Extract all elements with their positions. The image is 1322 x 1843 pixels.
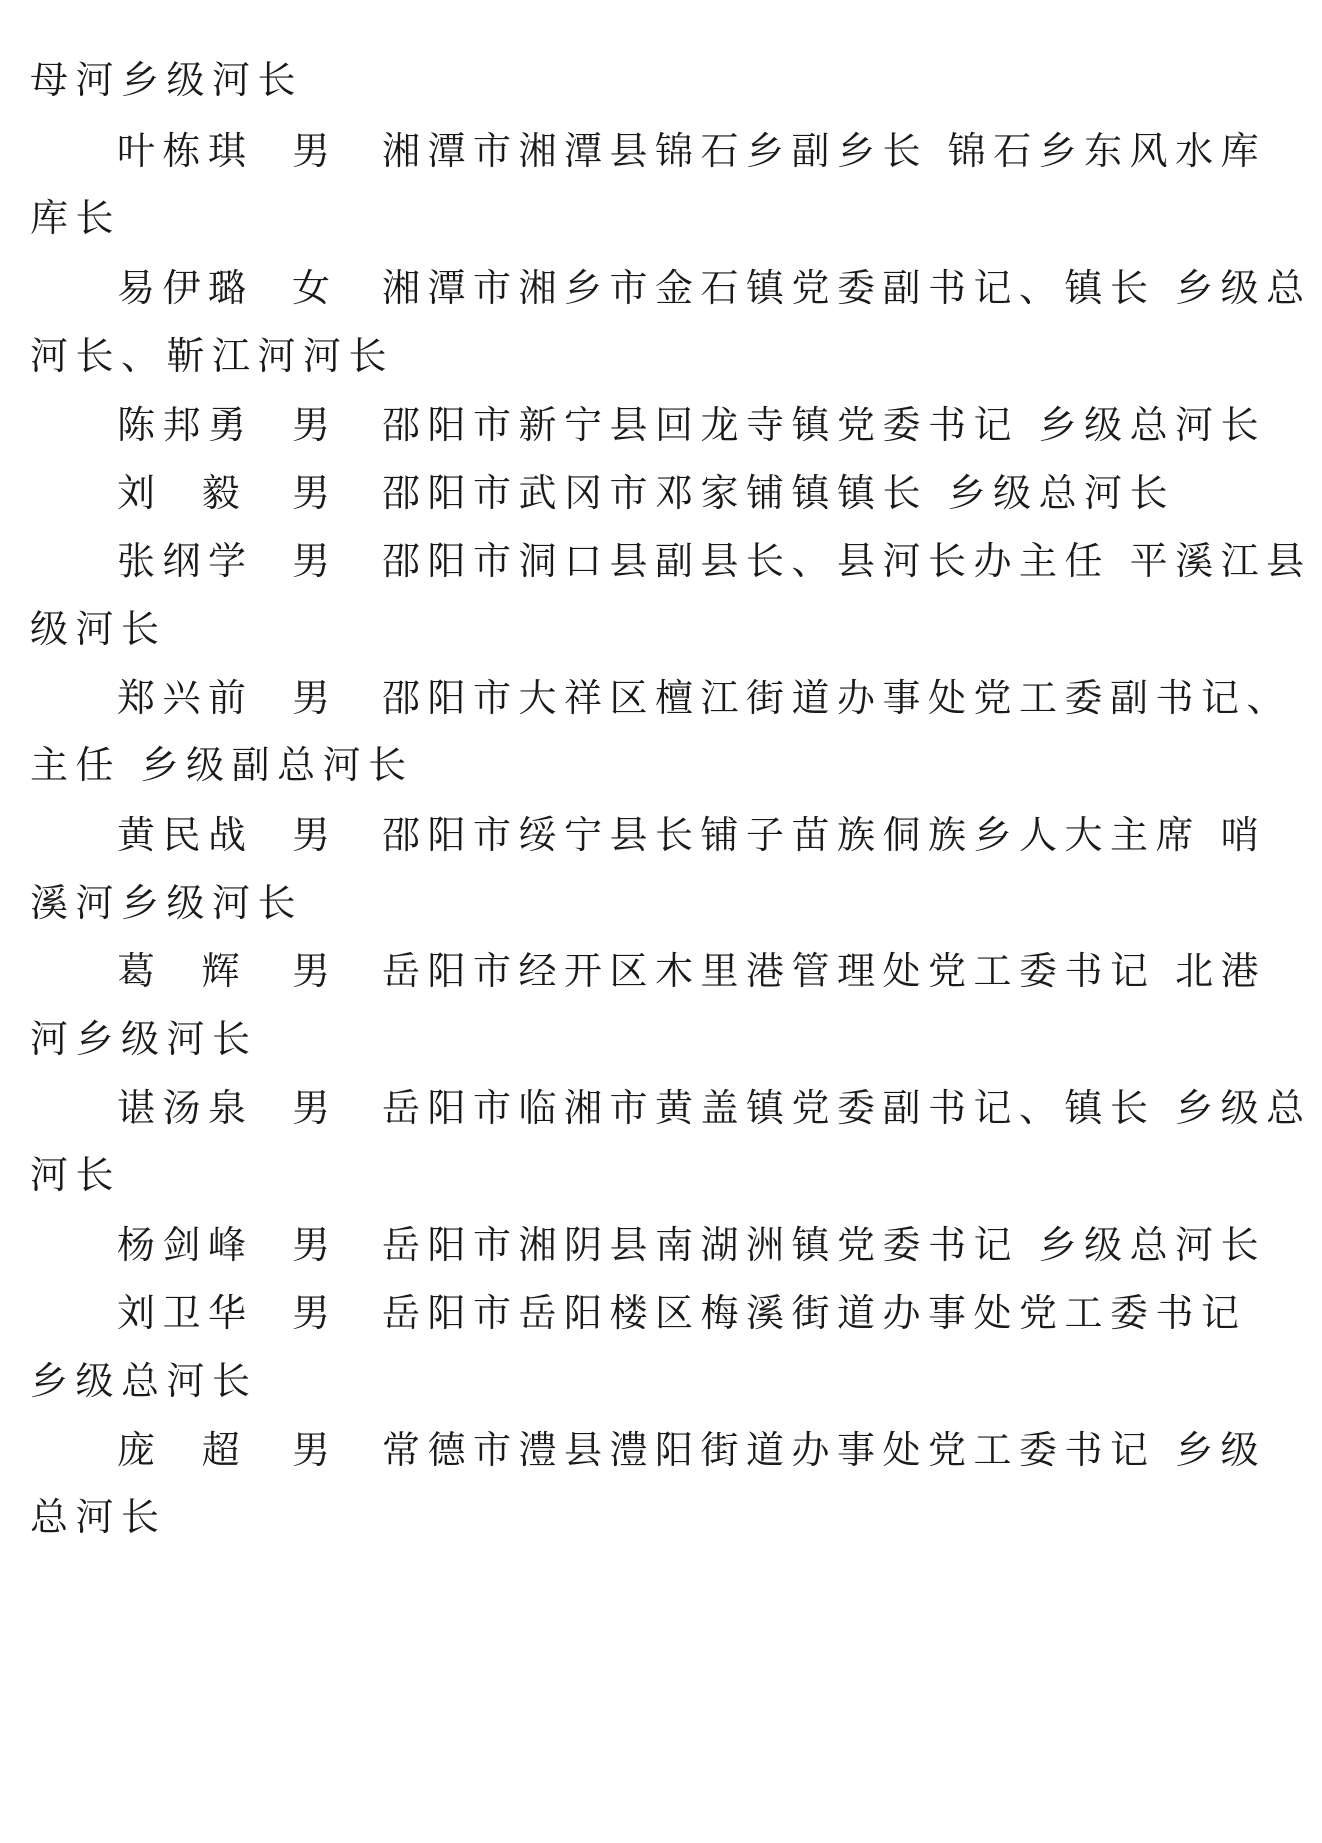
entry-line	[117, 948, 1266, 994]
person-name: 刘 毅	[117, 471, 248, 515]
entry-continuation: 乡级总河长	[30, 1359, 258, 1403]
person-name: 黄民战	[117, 813, 254, 857]
person-name: 易伊璐	[117, 266, 254, 310]
entry-line	[117, 1290, 1247, 1336]
person-gender: 男	[292, 403, 338, 447]
entry-continuation: 河乡级河长	[30, 1017, 258, 1061]
entry-continuation: 主任 乡级副总河长	[30, 743, 414, 787]
person-title: 岳阳市岳阳楼区梅溪街道办事处党工委书记	[382, 1291, 1247, 1335]
opening-continuation-line: 母河乡级河长	[30, 58, 304, 102]
entry-continuation: 级河长	[30, 607, 167, 651]
entry-line	[117, 470, 1175, 516]
person-title: 岳阳市临湘市黄盖镇党委副书记、镇长 乡级总	[382, 1086, 1312, 1130]
person-gender: 男	[292, 539, 338, 583]
person-name: 叶栋琪	[117, 129, 254, 173]
entry-line	[117, 538, 1312, 584]
person-name: 郑兴前	[117, 676, 254, 720]
entry-continuation: 河长、靳江河河长	[30, 334, 395, 378]
entry-continuation: 库长	[30, 196, 122, 240]
person-title: 邵阳市大祥区檀江街道办事处党工委副书记、	[382, 676, 1293, 720]
person-name: 葛 辉	[117, 949, 248, 993]
person-title: 常德市澧县澧阳街道办事处党工委书记 乡级	[382, 1428, 1267, 1472]
person-title: 邵阳市武冈市邓家铺镇镇长 乡级总河长	[382, 471, 1176, 515]
person-name: 刘卫华	[117, 1291, 254, 1335]
person-name: 杨剑峰	[117, 1223, 254, 1267]
entry-line	[117, 128, 1266, 174]
entry-continuation: 总河长	[30, 1495, 167, 1539]
entry-line	[117, 675, 1292, 721]
person-title: 岳阳市湘阴县南湖洲镇党委书记 乡级总河长	[382, 1223, 1267, 1267]
person-gender: 男	[292, 813, 338, 857]
person-gender: 男	[292, 1428, 338, 1472]
person-gender: 男	[292, 1223, 338, 1267]
entry-line	[117, 1085, 1312, 1131]
person-title: 湘潭市湘潭县锦石乡副乡长 锦石乡东风水库	[382, 129, 1267, 173]
entry-line	[117, 1427, 1266, 1473]
person-title: 邵阳市绥宁县长铺子苗族侗族乡人大主席 哨	[382, 813, 1267, 857]
person-gender: 男	[292, 1086, 338, 1130]
person-name: 谌汤泉	[117, 1086, 254, 1130]
person-name: 陈邦勇	[117, 403, 254, 447]
person-gender: 女	[292, 266, 338, 310]
person-gender: 男	[292, 471, 338, 515]
entry-continuation: 溪河乡级河长	[30, 881, 304, 925]
person-title: 邵阳市新宁县回龙寺镇党委书记 乡级总河长	[382, 403, 1267, 447]
person-gender: 男	[292, 676, 338, 720]
person-title: 邵阳市洞口县副县长、县河长办主任 平溪江县	[382, 539, 1312, 583]
person-gender: 男	[292, 129, 338, 173]
person-title: 湘潭市湘乡市金石镇党委副书记、镇长 乡级总	[382, 266, 1312, 310]
entry-line	[117, 265, 1312, 311]
entry-continuation: 河长	[30, 1153, 122, 1197]
entry-line	[117, 1222, 1266, 1268]
person-gender: 男	[292, 949, 338, 993]
entry-line	[117, 812, 1266, 858]
entry-line	[117, 402, 1266, 448]
person-title: 岳阳市经开区木里港管理处党工委书记 北港	[382, 949, 1267, 993]
person-name: 庞 超	[117, 1428, 248, 1472]
person-gender: 男	[292, 1291, 338, 1335]
person-name: 张纲学	[117, 539, 254, 583]
